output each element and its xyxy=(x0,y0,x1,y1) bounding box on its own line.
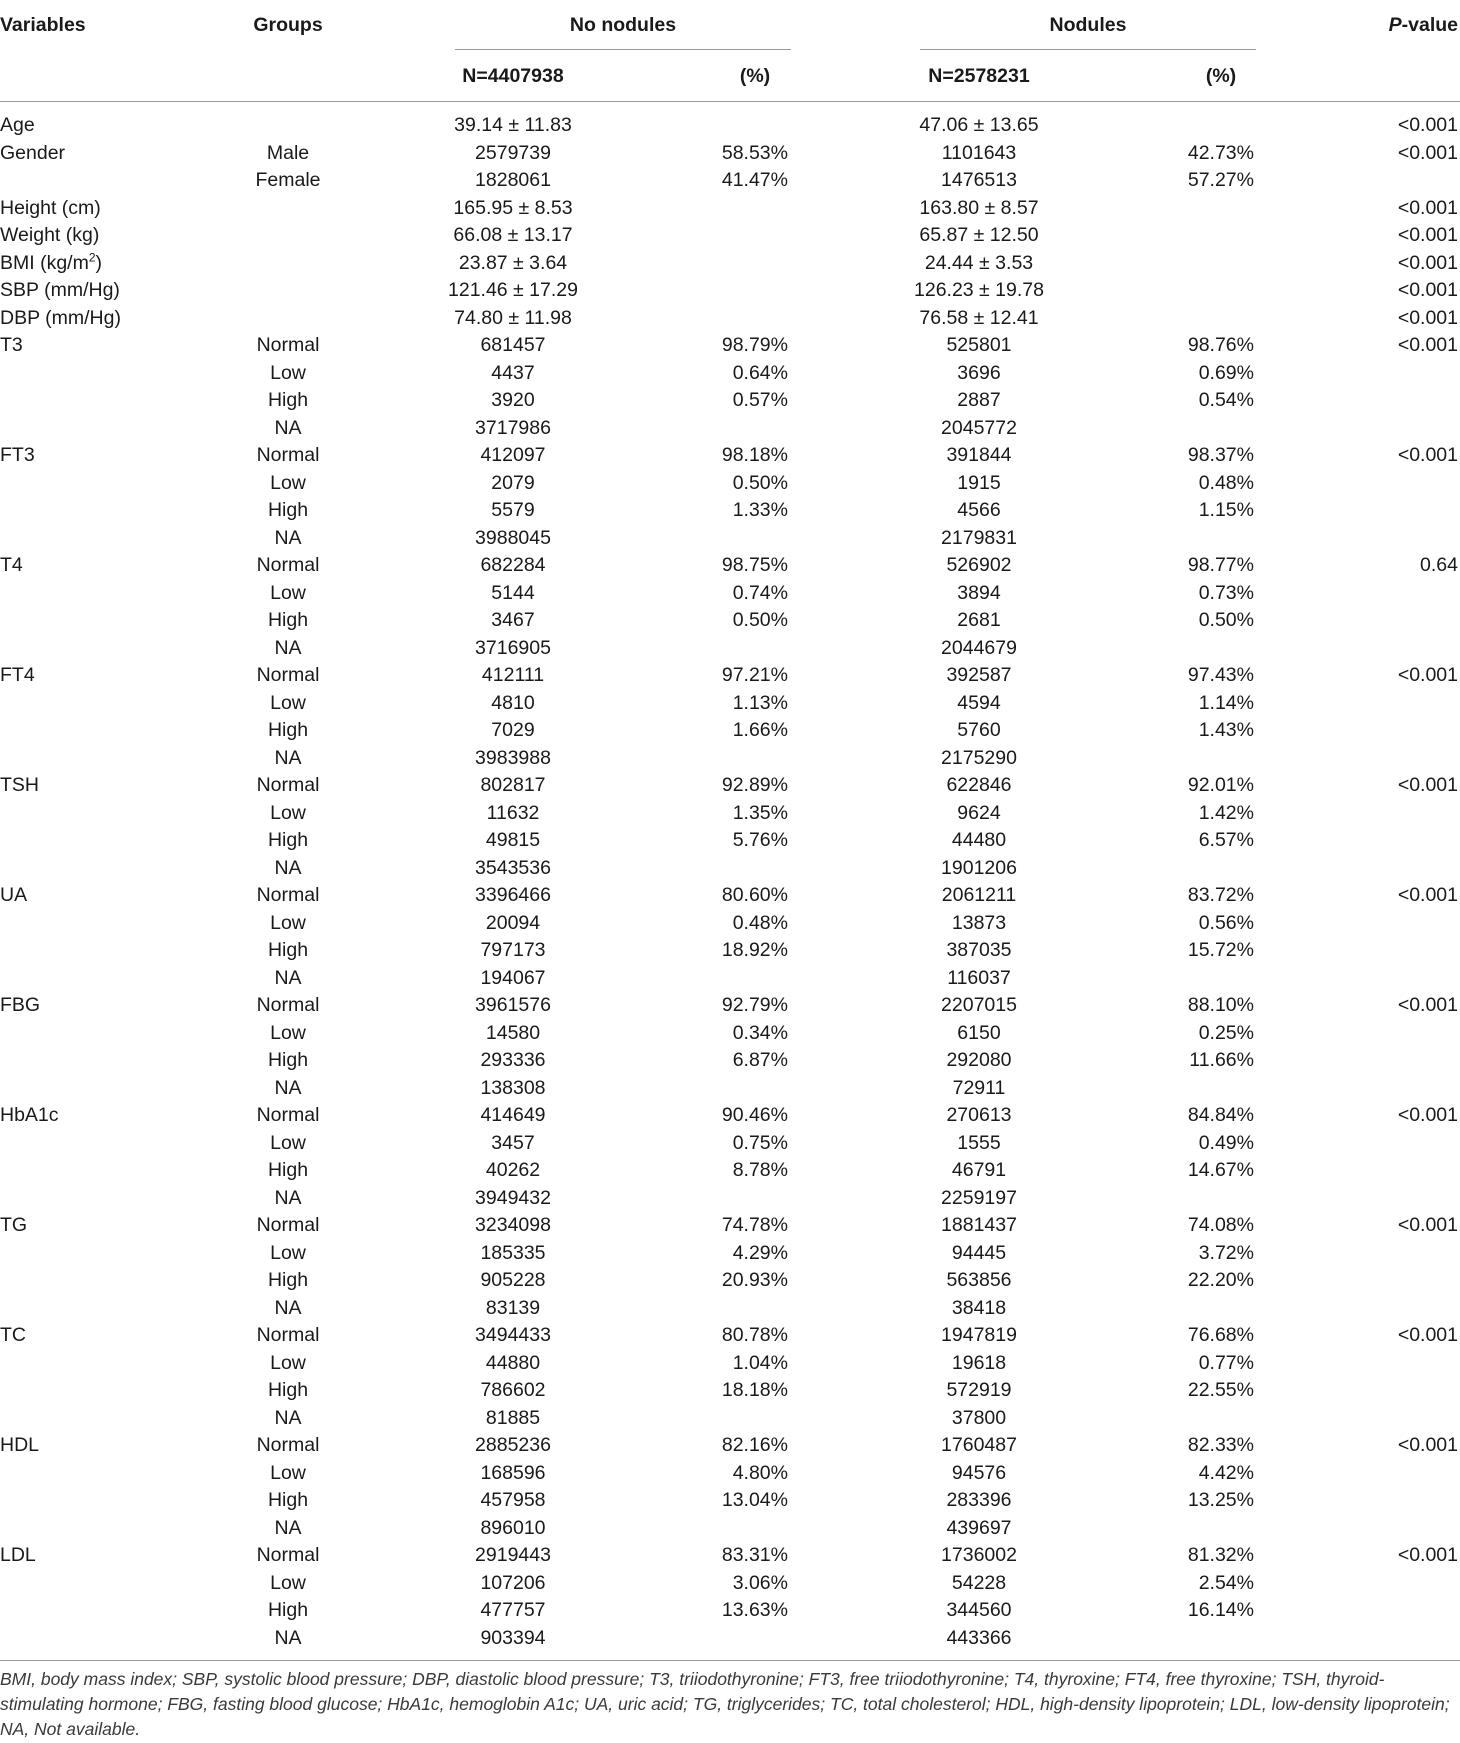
row-group: Low xyxy=(270,1131,306,1154)
row-group: Low xyxy=(270,801,306,824)
header-nodules: Nodules xyxy=(1049,14,1127,36)
row-no-nodules-value: 3717986 xyxy=(475,416,551,439)
header-variables: Variables xyxy=(0,14,86,36)
row-no-nodules-pct: 0.50% xyxy=(732,609,788,631)
row-variable: HDL xyxy=(0,1434,40,1456)
row-group: High xyxy=(267,1599,309,1621)
row-nodules-pct: 97.43% xyxy=(1187,664,1254,686)
row-nodules-value: 1555 xyxy=(957,1131,1001,1154)
row-no-nodules-value: 3983988 xyxy=(475,746,551,769)
row-group: Female xyxy=(255,169,321,191)
row-no-nodules-pct: 5.76% xyxy=(732,829,788,851)
row-p-value: <0.001 xyxy=(1397,1434,1458,1456)
row-nodules-pct: 0.73% xyxy=(1198,581,1254,604)
row-nodules-value: 46791 xyxy=(951,1159,1007,1181)
row-group: NA xyxy=(274,1516,302,1539)
row-group: NA xyxy=(274,1406,302,1429)
row-no-nodules-pct: 6.87% xyxy=(732,1049,788,1071)
row-no-nodules-value: 3543536 xyxy=(475,856,551,879)
row-no-nodules-pct: 82.16% xyxy=(721,1434,788,1456)
row-variable: T3 xyxy=(0,334,23,356)
row-variable: TC xyxy=(0,1324,26,1346)
row-group: Low xyxy=(270,1241,306,1264)
row-no-nodules-value: 414649 xyxy=(480,1104,546,1126)
row-group: NA xyxy=(274,636,302,659)
row-nodules-pct: 98.37% xyxy=(1187,444,1254,466)
row-p-value: <0.001 xyxy=(1397,444,1458,466)
header-n-no-nodules: N=4407938 xyxy=(462,65,564,87)
row-nodules-value: 344560 xyxy=(946,1599,1012,1621)
nodules-underline xyxy=(920,49,1256,50)
row-nodules-pct: 88.10% xyxy=(1187,994,1254,1016)
row-nodules-value: 38418 xyxy=(951,1296,1007,1319)
row-nodules-value: 4594 xyxy=(957,691,1001,714)
row-nodules-value: 270613 xyxy=(946,1104,1012,1126)
row-no-nodules-pct: 0.74% xyxy=(732,581,788,604)
row-group: High xyxy=(267,1269,309,1291)
row-no-nodules-value: 81885 xyxy=(485,1406,541,1429)
row-no-nodules-pct: 0.57% xyxy=(732,389,788,411)
row-group: NA xyxy=(274,1076,302,1099)
header-pct-no-nodules: (%) xyxy=(739,65,771,87)
row-no-nodules-pct: 1.04% xyxy=(732,1351,788,1374)
row-no-nodules-value: 477757 xyxy=(480,1599,546,1621)
row-no-nodules-value: 786602 xyxy=(480,1379,546,1401)
row-no-nodules-pct: 58.53% xyxy=(721,141,788,164)
row-p-value: <0.001 xyxy=(1397,774,1458,796)
row-nodules-value: 47.06 ± 13.65 xyxy=(919,114,1039,136)
row-no-nodules-pct: 98.18% xyxy=(721,444,788,466)
row-nodules-pct: 1.15% xyxy=(1198,499,1254,521)
row-group: Normal xyxy=(256,994,320,1016)
row-no-nodules-pct: 8.78% xyxy=(732,1159,788,1181)
row-no-nodules-pct: 98.79% xyxy=(721,334,788,356)
row-no-nodules-pct: 1.33% xyxy=(732,499,788,521)
row-variable: FBG xyxy=(0,994,41,1016)
row-p-value: <0.001 xyxy=(1397,279,1458,301)
row-p-value: <0.001 xyxy=(1397,306,1458,329)
row-variable: SBP (mm/Hg) xyxy=(0,279,120,301)
row-nodules-pct: 0.54% xyxy=(1198,389,1254,411)
row-nodules-value: 4566 xyxy=(957,499,1001,521)
row-no-nodules-value: 3988045 xyxy=(475,526,551,549)
row-no-nodules-pct: 1.35% xyxy=(732,801,788,824)
row-nodules-value: 292080 xyxy=(946,1049,1012,1071)
row-nodules-pct: 0.56% xyxy=(1198,911,1254,934)
row-nodules-pct: 92.01% xyxy=(1187,774,1254,796)
row-no-nodules-pct: 0.64% xyxy=(732,361,788,384)
row-nodules-value: 1947819 xyxy=(941,1324,1017,1346)
row-group: Low xyxy=(270,1351,306,1374)
row-no-nodules-value: 903394 xyxy=(480,1626,546,1649)
row-no-nodules-pct: 0.34% xyxy=(732,1021,788,1044)
row-nodules-value: 1101643 xyxy=(941,141,1017,164)
header-p-italic: P xyxy=(1388,14,1402,36)
header-bottom-rule xyxy=(0,101,1460,102)
row-no-nodules-value: 83139 xyxy=(485,1296,541,1319)
row-nodules-value: 6150 xyxy=(957,1021,1001,1044)
row-nodules-value: 563856 xyxy=(946,1269,1012,1291)
row-nodules-value: 622846 xyxy=(946,774,1012,796)
row-p-value: <0.001 xyxy=(1397,1104,1458,1126)
row-variable: T4 xyxy=(0,554,23,576)
row-nodules-value: 72911 xyxy=(952,1076,1006,1099)
row-no-nodules-pct: 80.60% xyxy=(721,884,788,906)
row-no-nodules-pct: 0.75% xyxy=(732,1131,788,1154)
row-no-nodules-value: 4810 xyxy=(491,691,535,714)
row-no-nodules-pct: 0.48% xyxy=(732,911,788,934)
row-group: Normal xyxy=(256,1214,320,1236)
row-nodules-value: 5760 xyxy=(957,719,1001,741)
row-group: NA xyxy=(274,856,302,879)
row-no-nodules-value: 2919443 xyxy=(475,1544,551,1566)
row-nodules-value: 283396 xyxy=(946,1489,1012,1511)
row-nodules-pct: 42.73% xyxy=(1187,141,1254,164)
row-nodules-pct: 3.72% xyxy=(1198,1241,1254,1264)
row-nodules-value: 1736002 xyxy=(941,1544,1017,1566)
row-nodules-value: 2681 xyxy=(957,609,1001,631)
row-no-nodules-value: 74.80 ± 11.98 xyxy=(454,306,572,329)
row-no-nodules-value: 185335 xyxy=(480,1241,546,1264)
row-nodules-value: 2045772 xyxy=(941,416,1017,439)
row-p-value: <0.001 xyxy=(1397,1544,1458,1566)
row-nodules-pct: 84.84% xyxy=(1187,1104,1254,1126)
row-nodules-value: 572919 xyxy=(946,1379,1012,1401)
header-no-nodules: No nodules xyxy=(569,14,677,36)
row-no-nodules-value: 40262 xyxy=(485,1159,541,1181)
row-no-nodules-value: 3396466 xyxy=(475,884,551,906)
row-no-nodules-value: 3494433 xyxy=(475,1324,551,1346)
row-nodules-pct: 15.72% xyxy=(1187,939,1254,961)
row-group: High xyxy=(267,1379,309,1401)
row-group: Low xyxy=(270,581,306,604)
row-nodules-value: 2044679 xyxy=(941,636,1017,659)
header-pct-nodules: (%) xyxy=(1205,65,1237,87)
row-nodules-value: 1901206 xyxy=(941,856,1017,879)
no-nodules-underline xyxy=(455,49,791,50)
row-nodules-pct: 0.77% xyxy=(1198,1351,1254,1374)
row-nodules-pct: 14.67% xyxy=(1187,1159,1254,1181)
header-p-value xyxy=(1290,13,1458,37)
row-nodules-pct: 82.33% xyxy=(1187,1434,1254,1456)
row-no-nodules-value: 14580 xyxy=(485,1021,541,1044)
row-no-nodules-value: 797173 xyxy=(480,939,546,961)
row-nodules-pct: 98.76% xyxy=(1187,334,1254,356)
row-nodules-value: 387035 xyxy=(946,939,1012,961)
row-no-nodules-value: 23.87 ± 3.64 xyxy=(458,251,568,274)
row-nodules-value: 525801 xyxy=(946,334,1012,356)
row-no-nodules-value: 7029 xyxy=(491,719,535,741)
row-group: High xyxy=(267,389,309,411)
row-no-nodules-pct: 92.79% xyxy=(721,994,788,1016)
row-group: Normal xyxy=(256,774,320,796)
header-n-nodules: N=2578231 xyxy=(928,65,1030,87)
row-no-nodules-value: 4437 xyxy=(491,361,535,384)
row-group: Normal xyxy=(256,884,320,906)
row-nodules-pct: 0.25% xyxy=(1198,1021,1254,1044)
row-group: Normal xyxy=(256,1544,320,1566)
row-nodules-value: 2179831 xyxy=(941,526,1017,549)
row-no-nodules-pct: 1.66% xyxy=(732,719,788,741)
row-group: Normal xyxy=(256,664,320,686)
row-p-value: <0.001 xyxy=(1397,994,1458,1016)
row-nodules-value: 76.58 ± 12.41 xyxy=(919,306,1039,329)
row-group: High xyxy=(267,499,309,521)
row-nodules-pct: 6.57% xyxy=(1198,829,1254,851)
row-no-nodules-value: 66.08 ± 13.17 xyxy=(453,224,573,246)
row-group: Low xyxy=(270,1021,306,1044)
row-no-nodules-value: 412097 xyxy=(480,444,546,466)
header-p-rest: -value xyxy=(1401,14,1458,36)
row-nodules-value: 116037 xyxy=(947,966,1011,989)
row-nodules-pct: 2.54% xyxy=(1198,1571,1254,1594)
row-no-nodules-value: 682284 xyxy=(480,554,546,576)
row-variable: Weight (kg) xyxy=(0,224,100,246)
row-no-nodules-value: 905228 xyxy=(480,1269,546,1291)
row-group: Normal xyxy=(256,444,320,466)
row-group: Low xyxy=(270,1461,306,1484)
row-group: High xyxy=(267,829,309,851)
row-variable xyxy=(0,251,240,275)
row-group: NA xyxy=(274,966,302,989)
row-variable: TG xyxy=(0,1214,28,1236)
row-nodules-value: 24.44 ± 3.53 xyxy=(924,251,1034,274)
row-no-nodules-pct: 41.47% xyxy=(721,169,788,191)
row-nodules-pct: 22.20% xyxy=(1187,1269,1254,1291)
row-group: High xyxy=(267,1159,309,1181)
row-variable: Age xyxy=(0,114,35,136)
row-nodules-pct: 74.08% xyxy=(1187,1214,1254,1236)
row-no-nodules-pct: 80.78% xyxy=(721,1324,788,1346)
row-nodules-pct: 0.50% xyxy=(1198,609,1254,631)
row-group: Low xyxy=(270,1571,306,1594)
row-nodules-value: 54228 xyxy=(951,1571,1007,1594)
row-variable: DBP (mm/Hg) xyxy=(0,306,121,329)
row-nodules-value: 65.87 ± 12.50 xyxy=(919,224,1039,246)
row-no-nodules-pct: 1.13% xyxy=(732,691,788,714)
row-no-nodules-value: 3920 xyxy=(491,389,535,411)
header-groups: Groups xyxy=(253,14,323,36)
row-nodules-pct: 0.69% xyxy=(1198,361,1254,384)
row-no-nodules-value: 3949432 xyxy=(475,1186,551,1209)
row-p-value: <0.001 xyxy=(1397,884,1458,906)
row-group: NA xyxy=(274,526,302,549)
row-no-nodules-value: 165.95 ± 8.53 xyxy=(453,196,573,219)
row-no-nodules-value: 5579 xyxy=(491,499,535,521)
row-nodules-value: 94576 xyxy=(951,1461,1007,1484)
row-no-nodules-pct: 97.21% xyxy=(721,664,788,686)
row-no-nodules-value: 3234098 xyxy=(475,1214,551,1236)
row-group: High xyxy=(267,719,309,741)
row-nodules-value: 13873 xyxy=(951,911,1007,934)
row-no-nodules-value: 3716905 xyxy=(475,636,551,659)
row-group: NA xyxy=(274,746,302,769)
row-nodules-pct: 22.55% xyxy=(1187,1379,1254,1401)
row-no-nodules-value: 2885236 xyxy=(475,1434,551,1456)
row-nodules-value: 126.23 ± 19.78 xyxy=(914,279,1044,301)
row-group: High xyxy=(267,1489,309,1511)
row-no-nodules-value: 121.46 ± 17.29 xyxy=(448,279,578,301)
row-no-nodules-value: 39.14 ± 11.83 xyxy=(454,114,572,136)
row-nodules-pct: 11.66% xyxy=(1189,1049,1254,1071)
row-no-nodules-value: 2579739 xyxy=(475,141,551,164)
row-group: NA xyxy=(274,1296,302,1319)
row-variable-text: BMI (kg/m xyxy=(0,251,89,274)
row-no-nodules-pct: 98.75% xyxy=(721,554,788,576)
row-group: Normal xyxy=(256,1104,320,1126)
row-group: Normal xyxy=(256,334,320,356)
row-nodules-value: 3894 xyxy=(957,581,1001,604)
row-nodules-value: 1476513 xyxy=(941,169,1017,191)
row-nodules-pct: 83.72% xyxy=(1187,884,1254,906)
row-nodules-value: 2259197 xyxy=(941,1186,1017,1209)
row-no-nodules-value: 20094 xyxy=(485,911,541,934)
row-p-value: <0.001 xyxy=(1397,224,1458,246)
row-variable: FT4 xyxy=(0,664,35,686)
row-p-value: <0.001 xyxy=(1397,196,1458,219)
row-no-nodules-pct: 83.31% xyxy=(721,1544,788,1566)
row-nodules-value: 1915 xyxy=(957,471,1001,494)
row-nodules-pct: 76.68% xyxy=(1187,1324,1254,1346)
row-nodules-value: 2887 xyxy=(957,389,1001,411)
row-no-nodules-pct: 92.89% xyxy=(721,774,788,796)
row-no-nodules-value: 5144 xyxy=(491,581,535,604)
row-variable: UA xyxy=(0,884,28,906)
row-variable: HbA1c xyxy=(0,1104,59,1126)
row-no-nodules-pct: 18.18% xyxy=(721,1379,788,1401)
row-no-nodules-value: 168596 xyxy=(480,1461,546,1484)
row-no-nodules-value: 3961576 xyxy=(475,994,551,1016)
row-nodules-value: 1881437 xyxy=(941,1214,1017,1236)
row-no-nodules-pct: 74.78% xyxy=(721,1214,788,1236)
table-footnote: BMI, body mass index; SBP, systolic blood pressure; DBP, diastolic blood pressure; T3, triiodothyronine; FT3, free triiodothyronine; T4, thyroxine; FT4, free thyroxine; TSH, thyroid-stimulating hormone; FBG, fasting blood glucose; HbA1c, hemoglobin A1c; UA, uric acid; TG, triglycerides; TC, total cholesterol; HDL, high-density lipoprotein; LDL, low-density lipoprotein; NA, Not available. xyxy=(0,1669,1450,1739)
row-nodules-pct: 4.42% xyxy=(1198,1461,1254,1484)
row-nodules-value: 163.80 ± 8.57 xyxy=(919,196,1039,219)
row-nodules-pct: 13.25% xyxy=(1187,1489,1254,1511)
row-p-value: <0.001 xyxy=(1397,1214,1458,1236)
row-no-nodules-value: 3467 xyxy=(491,609,535,631)
row-no-nodules-value: 412111 xyxy=(481,664,545,686)
row-variable-superscript: 2 xyxy=(88,250,96,264)
row-group: Male xyxy=(266,141,310,164)
row-no-nodules-pct: 13.04% xyxy=(721,1489,788,1511)
row-nodules-value: 37800 xyxy=(951,1406,1007,1429)
row-p-value: <0.001 xyxy=(1397,141,1458,164)
row-nodules-value: 19618 xyxy=(951,1351,1007,1374)
row-group: Low xyxy=(270,361,306,384)
row-no-nodules-value: 293336 xyxy=(480,1049,546,1071)
row-nodules-value: 526902 xyxy=(946,554,1012,576)
row-no-nodules-value: 457958 xyxy=(480,1489,546,1511)
row-p-value: 0.64 xyxy=(1420,554,1458,576)
row-p-value: <0.001 xyxy=(1397,334,1458,356)
row-nodules-value: 2207015 xyxy=(941,994,1017,1016)
row-no-nodules-value: 802817 xyxy=(480,774,546,796)
row-nodules-pct: 81.32% xyxy=(1187,1544,1254,1566)
row-nodules-value: 94445 xyxy=(951,1241,1007,1264)
row-nodules-pct: 1.14% xyxy=(1198,691,1254,714)
row-nodules-pct: 0.49% xyxy=(1198,1131,1254,1154)
row-no-nodules-value: 11632 xyxy=(486,801,540,824)
row-group: NA xyxy=(274,416,302,439)
row-no-nodules-value: 107206 xyxy=(480,1571,546,1594)
row-nodules-value: 1760487 xyxy=(941,1434,1017,1456)
row-no-nodules-value: 49815 xyxy=(485,829,541,851)
row-p-value: <0.001 xyxy=(1397,114,1458,136)
row-variable: LDL xyxy=(0,1544,36,1566)
row-no-nodules-value: 3457 xyxy=(491,1131,535,1154)
row-no-nodules-value: 896010 xyxy=(480,1516,546,1539)
row-no-nodules-value: 681457 xyxy=(480,334,546,356)
row-group: High xyxy=(267,1049,309,1071)
row-variable: Height (cm) xyxy=(0,196,101,219)
row-nodules-pct: 0.48% xyxy=(1198,471,1254,494)
row-no-nodules-pct: 4.29% xyxy=(732,1241,788,1264)
row-no-nodules-value: 1828061 xyxy=(475,169,551,191)
row-nodules-value: 439697 xyxy=(946,1516,1012,1539)
table-bottom-rule xyxy=(0,1660,1460,1661)
row-no-nodules-pct: 13.63% xyxy=(721,1599,788,1621)
row-p-value: <0.001 xyxy=(1397,664,1458,686)
row-group: Low xyxy=(270,471,306,494)
row-nodules-pct: 98.77% xyxy=(1187,554,1254,576)
row-no-nodules-pct: 4.80% xyxy=(732,1461,788,1484)
row-group: Normal xyxy=(256,1324,320,1346)
row-no-nodules-value: 2079 xyxy=(491,471,535,494)
row-group: Normal xyxy=(256,1434,320,1456)
row-variable-tail: ) xyxy=(95,251,103,274)
row-nodules-value: 2175290 xyxy=(941,746,1017,769)
row-no-nodules-pct: 18.92% xyxy=(721,939,788,961)
row-nodules-value: 391844 xyxy=(946,444,1012,466)
row-p-value: <0.001 xyxy=(1397,1324,1458,1346)
row-no-nodules-pct: 90.46% xyxy=(721,1104,788,1126)
row-group: NA xyxy=(274,1626,302,1649)
row-variable: FT3 xyxy=(0,444,35,466)
row-nodules-value: 44480 xyxy=(951,829,1007,851)
row-no-nodules-value: 138308 xyxy=(480,1076,546,1099)
row-group: Low xyxy=(270,691,306,714)
row-p-value: <0.001 xyxy=(1397,251,1458,274)
row-no-nodules-pct: 20.93% xyxy=(721,1269,788,1291)
row-group: NA xyxy=(274,1186,302,1209)
row-nodules-value: 3696 xyxy=(957,361,1001,384)
row-variable: TSH xyxy=(0,774,39,796)
row-nodules-pct: 1.42% xyxy=(1198,801,1254,824)
row-no-nodules-value: 44880 xyxy=(485,1351,541,1374)
row-nodules-value: 392587 xyxy=(946,664,1012,686)
row-nodules-value: 9624 xyxy=(957,801,1001,824)
row-nodules-pct: 57.27% xyxy=(1187,169,1254,191)
row-variable: Gender xyxy=(0,141,66,164)
row-nodules-value: 443366 xyxy=(946,1626,1012,1649)
row-group: High xyxy=(267,939,309,961)
row-nodules-value: 2061211 xyxy=(941,884,1017,906)
row-no-nodules-value: 194067 xyxy=(480,966,546,989)
row-group: Normal xyxy=(256,554,320,576)
row-group: Low xyxy=(270,911,306,934)
row-nodules-pct: 1.43% xyxy=(1198,719,1254,741)
row-no-nodules-pct: 0.50% xyxy=(732,471,788,494)
row-nodules-pct: 16.14% xyxy=(1187,1599,1254,1621)
row-no-nodules-pct: 3.06% xyxy=(732,1571,788,1594)
row-group: High xyxy=(267,609,309,631)
